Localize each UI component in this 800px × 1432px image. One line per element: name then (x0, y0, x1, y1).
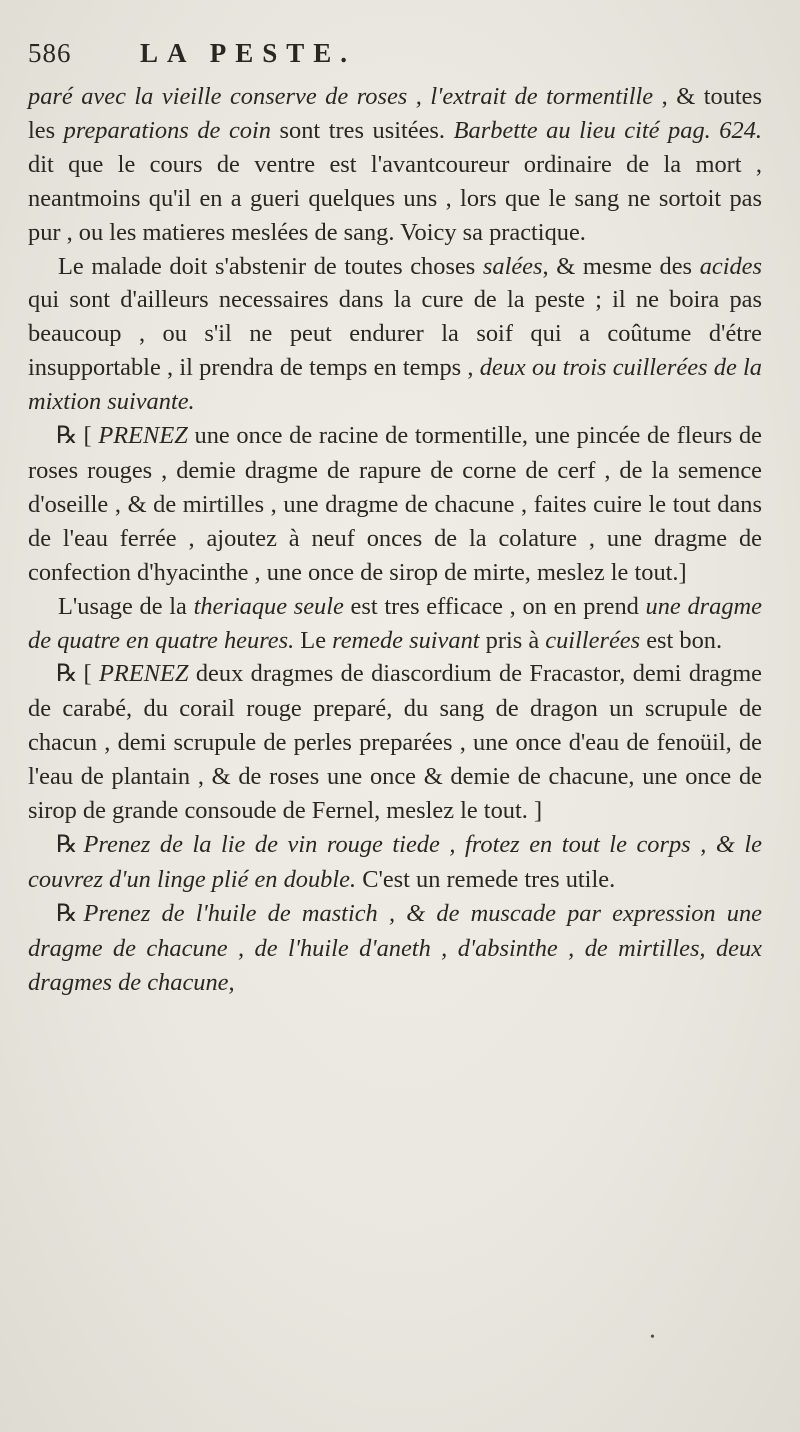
text-run: [ (83, 422, 99, 450)
page-body (28, 80, 762, 999)
italic-text: theriaque seule (193, 592, 344, 620)
text-run: [ (83, 660, 100, 688)
text-run: Le malade doit s'abstenir de toutes choses (58, 252, 483, 280)
italic-text: deux ou trois cuillerées de la mixtion suivante. (28, 354, 762, 416)
text-paragraph (28, 250, 762, 420)
recipe-symbol-icon: ℞ (56, 831, 78, 858)
italic-text: salées (482, 252, 543, 280)
recipe-paragraph (28, 828, 762, 897)
text-run: C'est un remede tres utile. (356, 865, 616, 893)
text-run: deux dragmes de diascordium de Fracastor, demi dragme de carabé, du corail rouge preparé, du sang de dragon un scrupule de chacun , demi scrupule de perles preparées , une once d'eau de fenoüil, de l'eau de plantain , & de roses une once & demie de chacune, une once de sirop de grande consoude de Fernel, meslez le tout. ] (28, 660, 762, 825)
text-run: Le (294, 626, 333, 654)
recipe-symbol-icon: ℞ (56, 900, 78, 927)
recipe-symbol-icon: ℞ (56, 661, 78, 688)
recipe-paragraph (28, 657, 762, 828)
recipe-paragraph (28, 419, 762, 590)
text-run: L'usage de la (58, 592, 194, 620)
italic-text: cuillerées (545, 626, 641, 654)
text-run: est tres efficace , on en prend (343, 592, 646, 620)
text-run: dit que le cours de ventre est l'avantcoureur ordinaire de la mort , neantmoins qu'il en a gueri quelques uns , lors que le sang ne sortoit pas pur , ou les matieres meslées de sang. Voicy sa practique. (28, 150, 762, 246)
italic-text: paré avec la vieille conserve de roses , l'extrait de tormentille (28, 83, 654, 110)
italic-text: PRENEZ (99, 660, 189, 688)
text-run: sont tres usitées. (270, 116, 454, 144)
italic-text: preparations de coin (63, 116, 271, 144)
text-run: pris à (479, 626, 546, 654)
recipe-symbol-icon: ℞ (56, 423, 78, 450)
text-run: , & mesme des (542, 252, 700, 280)
italic-text: une dragme de quatre en quatre heures. (28, 592, 762, 654)
italic-text: Prenez de la lie de vin rouge tiede , frotez en tout le corps , & le couvrez d'un linge plié en double. (28, 830, 762, 893)
text-run: qui sont d'ailleurs necessaires dans la cure de la peste ; il ne boira pas beaucoup , ou s'il ne peut endurer la soif qui a coûtume d'étre insupportable , il prendra de temps en temps , (28, 286, 762, 382)
running-title: LA PESTE. (140, 38, 357, 68)
italic-text: Prenez de l'huile de mastich , & de muscade par expression une dragme de chacune , de l'huile d'aneth , d'absinthe , de mirtilles, deux dragmes de chacune, (28, 899, 762, 996)
text-paragraph (28, 590, 762, 658)
text-run: est bon. (640, 626, 723, 654)
text-paragraph (28, 80, 762, 250)
page-header (28, 38, 762, 78)
italic-text: Barbette au lieu cité pag. 624. (453, 116, 762, 144)
italic-text: PRENEZ (98, 422, 188, 450)
italic-text: remede suivant (332, 626, 480, 654)
text-run: une once de racine de tormentille, une pincée de fleurs de roses rouges , demie dragme de rapure de corne de cerf , de la semence d'oseille , & de mirtilles , une dragme de chacune , faites cuire le tout dans de l'eau ferrée , ajoutez à neuf onces de la colature , une dragme de confection d'hyacinthe , une once de sirop de mirte, meslez le tout.] (28, 422, 762, 586)
recipe-paragraph (28, 897, 762, 1000)
text-run: , & toutes les (28, 83, 763, 144)
page-number: 586 (28, 38, 72, 68)
ink-speck: • (650, 1330, 655, 1345)
italic-text: acides (699, 252, 762, 280)
